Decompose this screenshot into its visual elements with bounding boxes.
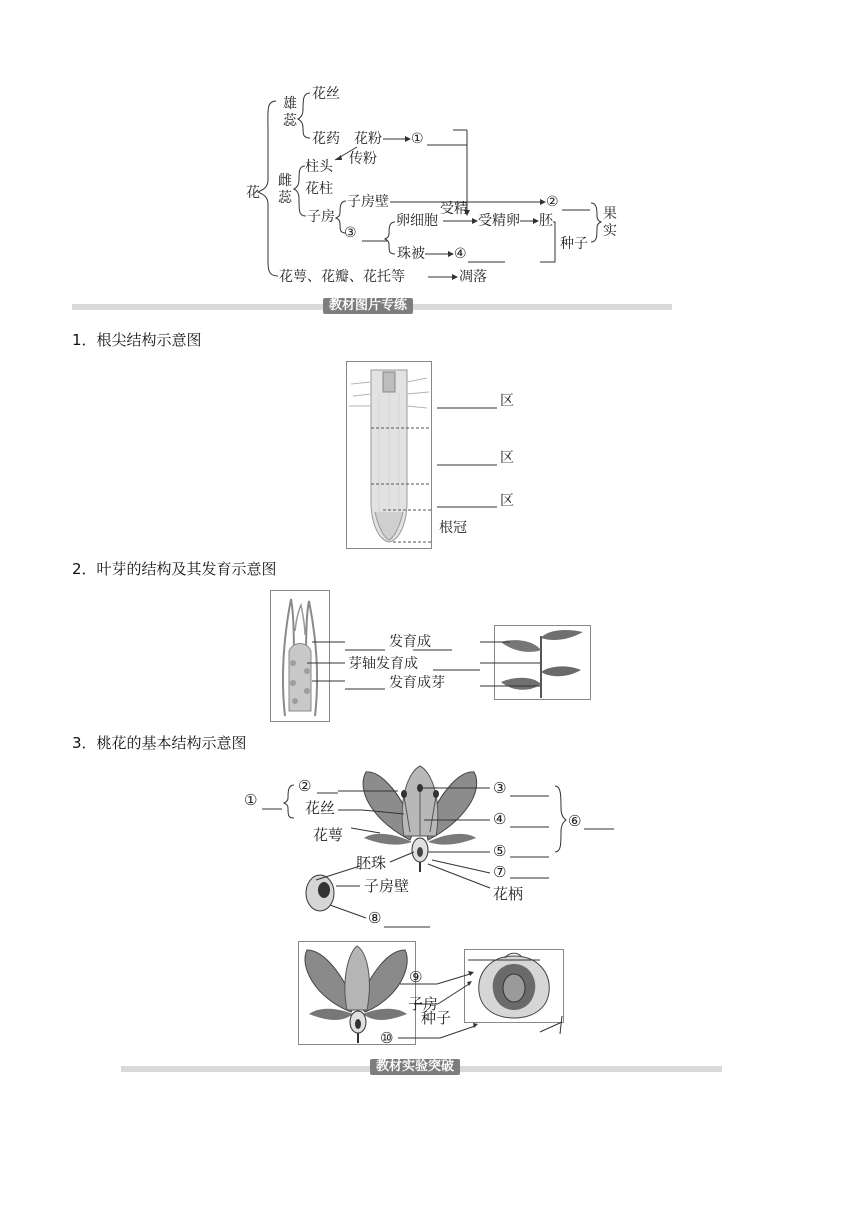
item2-title: 2．叶芽的结构及其发育示意图 [72, 560, 277, 578]
label-zhubei: 珠被 [397, 246, 425, 262]
peach-flower-2-drawing [299, 942, 415, 1044]
label-huafen: 花粉 [354, 131, 382, 147]
peach-fruit-leader-lines [0, 0, 860, 220]
leaf-bud-label-3: 发育成芽 [389, 675, 445, 691]
root-tip-drawing [347, 362, 431, 548]
leaf-bud-label-1: 发育成 [389, 634, 431, 650]
label-huazhu: 花柱 [305, 181, 333, 197]
peach-n9: ⑨ [409, 968, 423, 986]
label-huayao: 花药 [312, 131, 340, 147]
peach-n3: ③ [493, 779, 507, 797]
peach-flower-2-figure [298, 941, 416, 1045]
label-n1: ① [411, 131, 424, 147]
root-qu-label-1: 区 [500, 393, 514, 409]
label-luanxibao: 卵细胞 [396, 213, 438, 229]
peach-n7: ⑦ [493, 863, 507, 881]
label-guoshi: 果实 [603, 206, 617, 239]
label-huasi: 花丝 [312, 86, 340, 102]
peach-zhongzi: 种子 [421, 1009, 452, 1027]
section-title-pictures: 教材图片专练 [323, 298, 413, 314]
label-others: 花萼、花瓣、花托等 [279, 269, 405, 285]
peach-n6: ⑥ [568, 812, 582, 830]
peach-n4: ④ [493, 810, 507, 828]
label-chuanfen: 传粉 [349, 151, 377, 167]
label-xiongrui: 雄蕊 [283, 96, 297, 129]
label-shoujingluan: 受精卵 [478, 213, 520, 229]
root-cap-label: 根冠 [439, 520, 467, 536]
peach-huabing: 花柄 [493, 885, 524, 903]
label-cirui: 雌蕊 [278, 173, 292, 206]
label-zifangbi: 子房壁 [347, 194, 389, 210]
peach-n2: ② [298, 777, 312, 795]
label-n2: ② [546, 194, 559, 210]
peach-n1: ① [244, 791, 258, 809]
item1-title: 1．根尖结构示意图 [72, 331, 202, 349]
label-shoujing: 受精 [440, 201, 468, 217]
section-title-experiments: 教材实验突破 [370, 1059, 460, 1075]
root-qu-label-2: 区 [500, 450, 514, 466]
leaf-bud-figure [270, 590, 330, 722]
peach-n8: ⑧ [368, 909, 382, 927]
item3-title: 3．桃花的基本结构示意图 [72, 734, 247, 752]
label-zifang: 子房 [307, 209, 335, 225]
peach-peizhu: 胚珠 [356, 854, 387, 872]
peach-zifangbi: 子房壁 [364, 877, 410, 895]
peach-fruit-drawing [465, 950, 563, 1022]
peach-n5: ⑤ [493, 842, 507, 860]
label-zhutou: 柱头 [305, 159, 333, 175]
leaf-bud-drawing [271, 591, 329, 721]
peach-zifang: 子房 [408, 995, 439, 1013]
label-pei: 胚 [539, 213, 553, 229]
label-n4: ④ [454, 246, 467, 262]
peach-huasi: 花丝 [305, 799, 336, 817]
label-n3: ③ [344, 225, 357, 241]
peach-n10: ⑩ [380, 1029, 394, 1047]
root-tip-figure [346, 361, 432, 549]
leaf-bud-label-2: 芽轴发育成 [348, 656, 418, 672]
label-hua: 花 [246, 185, 260, 201]
label-zhongzi: 种子 [560, 236, 588, 252]
peach-huae: 花萼 [313, 826, 344, 844]
label-diaoluo: 凋落 [459, 269, 487, 285]
root-qu-label-3: 区 [500, 493, 514, 509]
